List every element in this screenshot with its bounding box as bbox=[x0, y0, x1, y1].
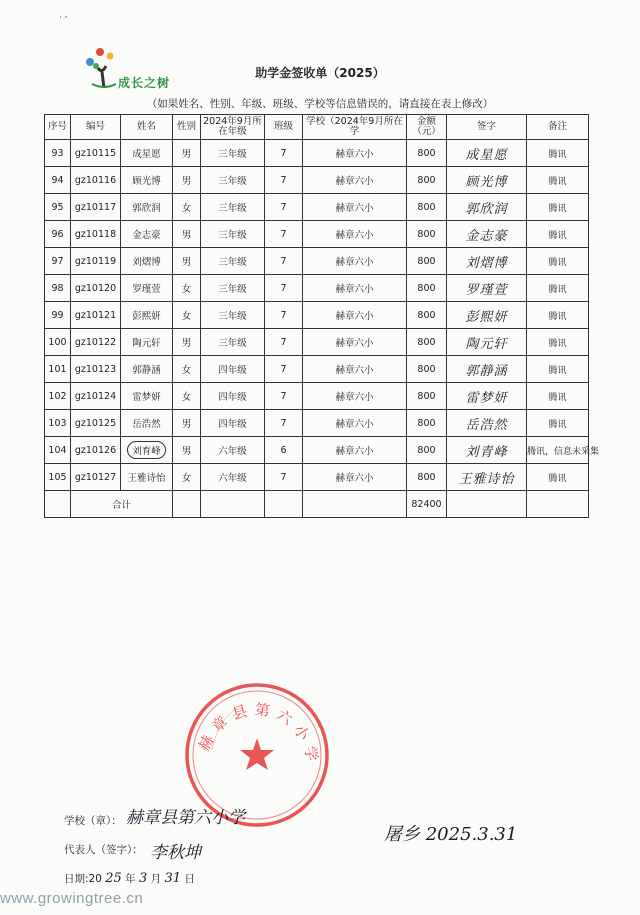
cell-amount: 800 bbox=[407, 221, 447, 248]
cell-class: 7 bbox=[265, 329, 303, 356]
cell-name: 雷梦妍 bbox=[121, 383, 173, 410]
cell-school: 赫章六小 bbox=[303, 194, 407, 221]
cell-class: 7 bbox=[265, 140, 303, 167]
page-subtitle: （如果姓名、性别、年级、班级、学校等信息错误的，请直接在表上修改） bbox=[146, 98, 494, 110]
cell-code: gz10116 bbox=[71, 167, 121, 194]
cell-remark: 腾讯 bbox=[527, 140, 589, 167]
cell-class: 7 bbox=[265, 464, 303, 491]
cell-signature: 金志豪 bbox=[447, 221, 527, 248]
cell-school: 赫章六小 bbox=[303, 140, 407, 167]
header-sign: 签字 bbox=[447, 115, 527, 140]
table-row bbox=[45, 437, 589, 464]
date-year-suffix: 年 bbox=[125, 873, 136, 885]
cell-school: 赫章六小 bbox=[303, 383, 407, 410]
corner-mark: ˙ˊ bbox=[58, 16, 68, 27]
header-class: 班级 bbox=[265, 115, 303, 140]
header-amount: 金额（元） bbox=[407, 115, 447, 140]
cell-grade: 三年级 bbox=[201, 221, 265, 248]
signature-table bbox=[44, 114, 600, 518]
cell-name: 陶元轩 bbox=[121, 329, 173, 356]
cell-amount: 800 bbox=[407, 275, 447, 302]
cell-name: 成星愿 bbox=[121, 140, 173, 167]
cell-gender: 男 bbox=[173, 329, 201, 356]
header-grade: 2024年9月所在年级 bbox=[201, 115, 265, 140]
cell-seq: 96 bbox=[45, 221, 71, 248]
cell-gender: 男 bbox=[173, 221, 201, 248]
table-row bbox=[45, 464, 589, 491]
cell-remark: 腾讯 bbox=[527, 194, 589, 221]
cell-class: 7 bbox=[265, 410, 303, 437]
cell-name: 王雅诗怡 bbox=[121, 464, 173, 491]
cell-signature: 郭静涵 bbox=[447, 356, 527, 383]
cell-grade: 四年级 bbox=[201, 410, 265, 437]
cell-grade: 三年级 bbox=[201, 140, 265, 167]
date-day-suffix: 日 bbox=[184, 873, 195, 885]
cell-name: 顾光博 bbox=[121, 167, 173, 194]
cell-seq: 100 bbox=[45, 329, 71, 356]
cell-name: 岳浩然 bbox=[121, 410, 173, 437]
cell-seq: 104 bbox=[45, 437, 71, 464]
cell-amount: 800 bbox=[407, 464, 447, 491]
cell-signature: 刘青峰 bbox=[447, 437, 527, 464]
cell-amount: 800 bbox=[407, 302, 447, 329]
cell-class: 7 bbox=[265, 302, 303, 329]
cell-class: 7 bbox=[265, 194, 303, 221]
cell-amount: 800 bbox=[407, 410, 447, 437]
cell-remark: 腾讯 bbox=[527, 221, 589, 248]
school-stamp-label: 学校（章）： bbox=[64, 815, 122, 827]
cell-amount: 800 bbox=[407, 248, 447, 275]
cell-name: 金志豪 bbox=[121, 221, 173, 248]
header-code: 编号 bbox=[71, 115, 121, 140]
cell-class: 6 bbox=[265, 437, 303, 464]
cell-school: 赫章六小 bbox=[303, 167, 407, 194]
cell-signature: 郭欣润 bbox=[447, 194, 527, 221]
right-signature: 屠乡 2025.3.31 bbox=[384, 824, 518, 845]
website-watermark: www.growingtree.cn bbox=[0, 890, 144, 907]
cell-signature: 雷梦妍 bbox=[447, 383, 527, 410]
cell-amount: 800 bbox=[407, 140, 447, 167]
cell-remark: 腾讯 bbox=[527, 302, 589, 329]
cell-class: 7 bbox=[265, 248, 303, 275]
cell-seq: 105 bbox=[45, 464, 71, 491]
cell-seq: 98 bbox=[45, 275, 71, 302]
cell-seq: 97 bbox=[45, 248, 71, 275]
table-header-row bbox=[45, 115, 589, 140]
cell-grade: 六年级 bbox=[201, 464, 265, 491]
cell-school: 赫章六小 bbox=[303, 248, 407, 275]
table-row bbox=[45, 221, 589, 248]
cell-gender: 女 bbox=[173, 464, 201, 491]
cell-grade: 三年级 bbox=[201, 302, 265, 329]
date-month: 3 bbox=[138, 871, 148, 886]
cell-seq: 94 bbox=[45, 167, 71, 194]
cell-gender: 男 bbox=[173, 410, 201, 437]
cell-grade: 三年级 bbox=[201, 275, 265, 302]
cell-grade: 六年级 bbox=[201, 437, 265, 464]
total-amount: 82400 bbox=[407, 491, 447, 518]
svg-text:赫章县第六小学: 赫章县第六小学 bbox=[195, 700, 322, 769]
cell-remark: 腾讯 bbox=[527, 410, 589, 437]
cell-gender: 女 bbox=[173, 383, 201, 410]
header-remark: 备注 bbox=[527, 115, 589, 140]
cell-code: gz10126 bbox=[71, 437, 121, 464]
cell-signature: 顾光博 bbox=[447, 167, 527, 194]
cell-class: 7 bbox=[265, 167, 303, 194]
cell-class: 7 bbox=[265, 275, 303, 302]
cell-gender: 女 bbox=[173, 275, 201, 302]
cell-gender: 女 bbox=[173, 302, 201, 329]
cell-code: gz10123 bbox=[71, 356, 121, 383]
total-row bbox=[45, 491, 589, 518]
cell-seq: 99 bbox=[45, 302, 71, 329]
representative-signature: 李秋坤 bbox=[150, 843, 201, 863]
cell-name bbox=[121, 437, 173, 464]
cell-grade: 四年级 bbox=[201, 356, 265, 383]
cell-code: gz10124 bbox=[71, 383, 121, 410]
header-seq: 序号 bbox=[45, 115, 71, 140]
cell-remark: 腾讯 bbox=[527, 248, 589, 275]
representative-label: 代表人（签字）： bbox=[64, 844, 143, 856]
date-prefix: 日期:20 bbox=[64, 873, 102, 885]
cell-grade: 三年级 bbox=[201, 329, 265, 356]
cell-name: 郭静涵 bbox=[121, 356, 173, 383]
cell-gender: 男 bbox=[173, 167, 201, 194]
cell-gender: 女 bbox=[173, 194, 201, 221]
cell-school: 赫章六小 bbox=[303, 275, 407, 302]
cell-school: 赫章六小 bbox=[303, 329, 407, 356]
cell-code: gz10125 bbox=[71, 410, 121, 437]
cell-code: gz10119 bbox=[71, 248, 121, 275]
cell-seq: 101 bbox=[45, 356, 71, 383]
cell-signature: 岳浩然 bbox=[447, 410, 527, 437]
cell-seq: 102 bbox=[45, 383, 71, 410]
cell-school: 赫章六小 bbox=[303, 356, 407, 383]
table-row bbox=[45, 383, 589, 410]
cell-gender: 男 bbox=[173, 140, 201, 167]
circled-name: 刘育峰 bbox=[127, 441, 166, 459]
cell-name: 彭熙妍 bbox=[121, 302, 173, 329]
cell-school: 赫章六小 bbox=[303, 221, 407, 248]
table-row bbox=[45, 356, 589, 383]
cell-remark: 腾讯 bbox=[527, 356, 589, 383]
total-label: 合计 bbox=[71, 491, 173, 518]
date-day: 31 bbox=[164, 871, 181, 886]
date-month-suffix: 月 bbox=[150, 873, 162, 885]
cell-code: gz10122 bbox=[71, 329, 121, 356]
school-handwritten: 赫章县第六小学 bbox=[126, 808, 245, 828]
cell-code: gz10115 bbox=[71, 140, 121, 167]
cell-code: gz10121 bbox=[71, 302, 121, 329]
date-year: 25 bbox=[105, 871, 122, 886]
cell-code: gz10117 bbox=[71, 194, 121, 221]
cell-code: gz10127 bbox=[71, 464, 121, 491]
date-line bbox=[64, 871, 195, 886]
cell-remark: 腾讯 bbox=[527, 167, 589, 194]
table-row bbox=[45, 194, 589, 221]
cell-grade: 三年级 bbox=[201, 194, 265, 221]
cell-name: 郭欣润 bbox=[121, 194, 173, 221]
cell-amount: 800 bbox=[407, 383, 447, 410]
header-school: 学校（2024年9月所在学 bbox=[303, 115, 407, 140]
cell-remark: 腾讯，信息未采集 bbox=[527, 437, 589, 464]
cell-seq: 103 bbox=[45, 410, 71, 437]
table-row bbox=[45, 329, 589, 356]
cell-school: 赫章六小 bbox=[303, 464, 407, 491]
cell-school: 赫章六小 bbox=[303, 437, 407, 464]
cell-remark: 腾讯 bbox=[527, 464, 589, 491]
cell-signature: 陶元轩 bbox=[447, 329, 527, 356]
cell-grade: 四年级 bbox=[201, 383, 265, 410]
header-gender: 性别 bbox=[173, 115, 201, 140]
cell-amount: 800 bbox=[407, 437, 447, 464]
cell-signature: 刘熠博 bbox=[447, 248, 527, 275]
table-row bbox=[45, 140, 589, 167]
cell-code: gz10118 bbox=[71, 221, 121, 248]
cell-name: 刘熠博 bbox=[121, 248, 173, 275]
cell-amount: 800 bbox=[407, 356, 447, 383]
cell-gender: 女 bbox=[173, 356, 201, 383]
cell-amount: 800 bbox=[407, 167, 447, 194]
cell-signature: 王雅诗怡 bbox=[447, 464, 527, 491]
cell-amount: 800 bbox=[407, 329, 447, 356]
cell-gender: 男 bbox=[173, 248, 201, 275]
cell-remark: 腾讯 bbox=[527, 383, 589, 410]
logo-text: 成长之树 bbox=[118, 76, 171, 90]
cell-name: 罗瑾萱 bbox=[121, 275, 173, 302]
page-title: 助学金签收单（2025） bbox=[255, 66, 385, 80]
cell-seq: 93 bbox=[45, 140, 71, 167]
cell-school: 赫章六小 bbox=[303, 302, 407, 329]
header-name: 姓名 bbox=[121, 115, 173, 140]
cell-signature: 彭熙妍 bbox=[447, 302, 527, 329]
table-row bbox=[45, 302, 589, 329]
table-row bbox=[45, 275, 589, 302]
cell-grade: 三年级 bbox=[201, 248, 265, 275]
cell-class: 7 bbox=[265, 383, 303, 410]
cell-school: 赫章六小 bbox=[303, 410, 407, 437]
table-row bbox=[45, 410, 589, 437]
cell-grade: 三年级 bbox=[201, 167, 265, 194]
cell-gender: 男 bbox=[173, 437, 201, 464]
cell-amount: 800 bbox=[407, 194, 447, 221]
cell-seq: 95 bbox=[45, 194, 71, 221]
cell-remark: 腾讯 bbox=[527, 275, 589, 302]
cell-signature: 成星愿 bbox=[447, 140, 527, 167]
table-row bbox=[45, 248, 589, 275]
cell-class: 7 bbox=[265, 221, 303, 248]
cell-class: 7 bbox=[265, 356, 303, 383]
cell-code: gz10120 bbox=[71, 275, 121, 302]
cell-signature: 罗瑾萱 bbox=[447, 275, 527, 302]
table-row bbox=[45, 167, 589, 194]
cell-remark: 腾讯 bbox=[527, 329, 589, 356]
